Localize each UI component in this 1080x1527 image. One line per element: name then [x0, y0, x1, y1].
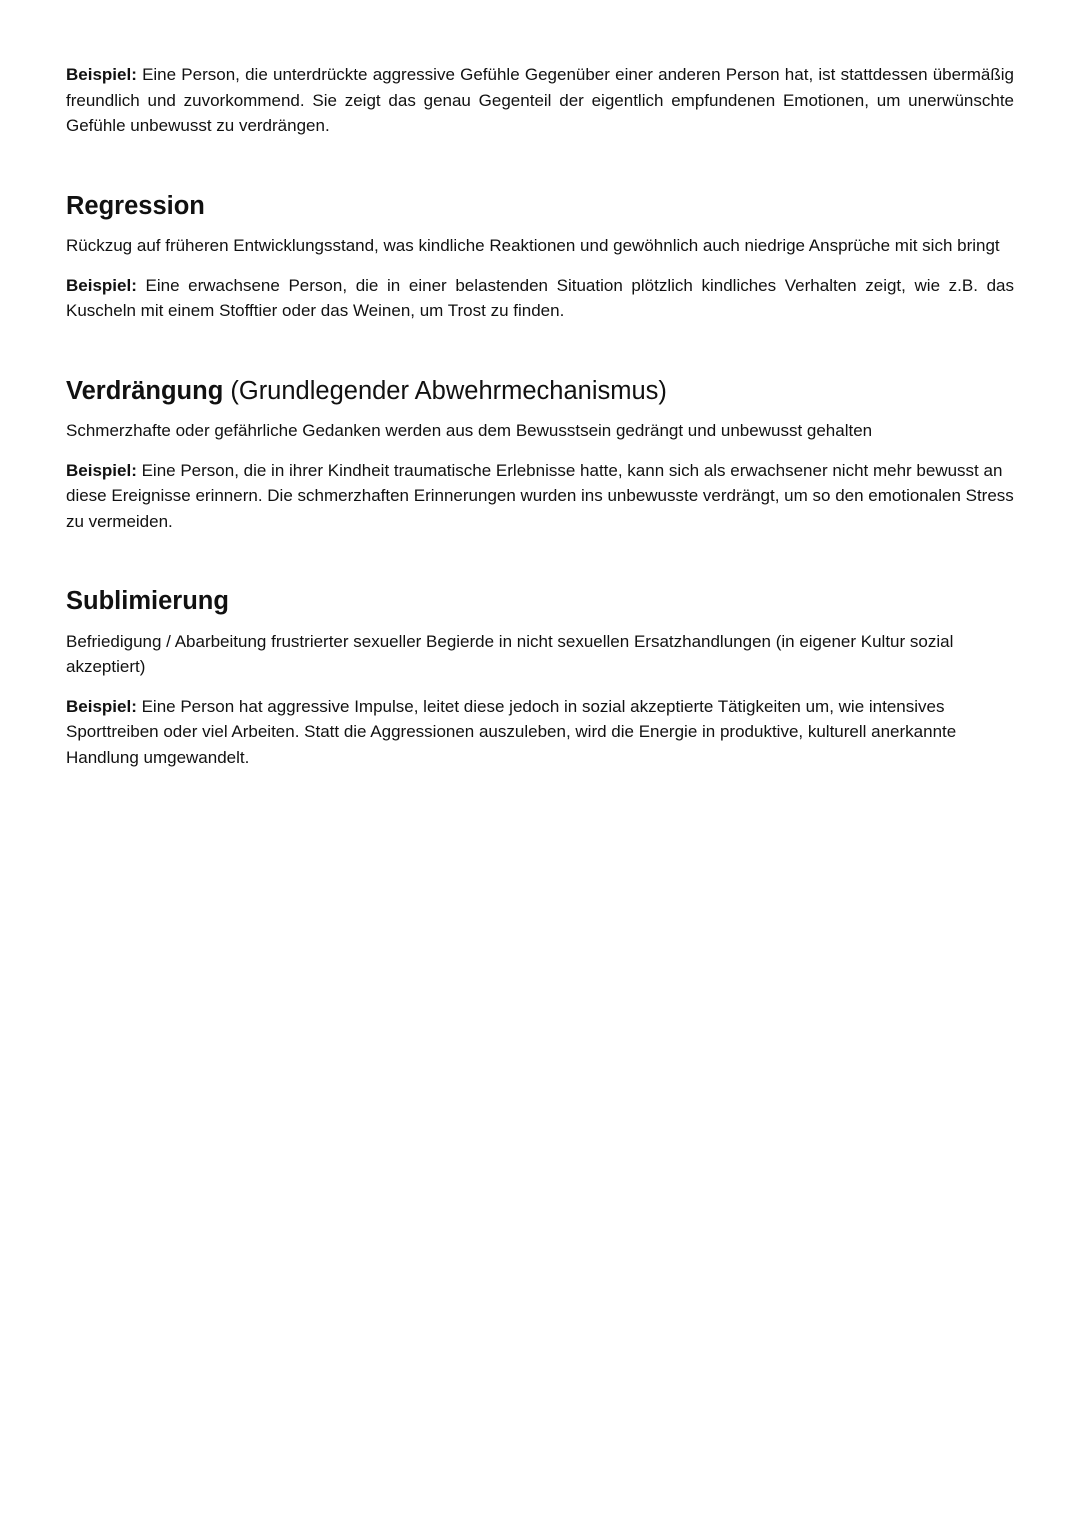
- example-sublimierung: [66, 694, 1014, 771]
- section-heading-sublimierung: [66, 589, 1014, 615]
- example-label: Beispiel:: [66, 65, 137, 84]
- definition-regression: Rückzug auf früheren Entwicklungsstand, was kindliche Reaktionen und gewöhnlich auch niedrige Ansprüche mit sich bringt: [66, 236, 1000, 255]
- intro-example-paragraph: [66, 62, 1014, 139]
- intro-example-text: Eine Person, die unterdrückte aggressive Gefühle Gegenüber einer anderen Person hat, ist stattdessen übermäßig freundlich und zuvorkommend. Sie zeigt das genau Gegenteil der eigentlich empfundenen Emotionen, um unerwünschte Gefühle unbewusst zu verdrängen.: [66, 65, 1014, 135]
- section-heading-regression: [66, 191, 1014, 220]
- example-label: Beispiel:: [66, 460, 137, 480]
- section-spacer: [66, 324, 1014, 379]
- section-title: Sublimierung: [66, 587, 229, 615]
- section-note: (Grundlegender Abwehrmechanismus): [223, 376, 667, 405]
- example-regression: [66, 273, 1014, 324]
- example-label: Beispiel:: [66, 696, 137, 716]
- example-label: Beispiel:: [66, 275, 137, 295]
- section-title: Regression: [66, 191, 205, 220]
- example-text: Eine Person hat aggressive Impulse, leitet diese jedoch in sozial akzeptierte Tätigkeiten um, wie intensives Sporttreiben oder viel Arbeiten. Statt die Aggressionen auszuleben, wird die Energie in produktive, kulturell anerkannte Handlung umgewandelt.: [66, 696, 957, 767]
- section-heading-verdraengung: [66, 376, 1014, 405]
- example-text: Eine erwachsene Person, die in einer belastenden Situation plötzlich kindliches Verhalten zeigt, wie z.B. das Kuscheln mit einem Stofftier oder das Weinen, um Trost zu finden.: [66, 275, 1014, 320]
- example-text: Eine Person, die in ihrer Kindheit traumatische Erlebnisse hatte, kann sich als erwachsener nicht mehr bewusst an diese Ereignisse erinnern. Die schmerzhaften Erinnerungen wurden ins unbewusste verdrängt, um so den emotionalen Stress zu vermeiden.: [66, 460, 1014, 531]
- section-spacer: [66, 534, 1014, 589]
- document-page: [66, 62, 1014, 770]
- section-title: Verdrängung: [66, 376, 224, 405]
- section-spacer: [66, 139, 1014, 194]
- definition-sublimierung: Befriedigung / Abarbeitung frustrierter sexueller Begierde in nicht sexuellen Ersatzhandlungen (in eigener Kultur sozial akzeptiert): [66, 631, 954, 676]
- definition-verdraengung: Schmerzhafte oder gefährliche Gedanken werden aus dem Bewusstsein gedrängt und unbewusst gehalten: [66, 421, 873, 440]
- example-verdraengung: [66, 458, 1014, 535]
